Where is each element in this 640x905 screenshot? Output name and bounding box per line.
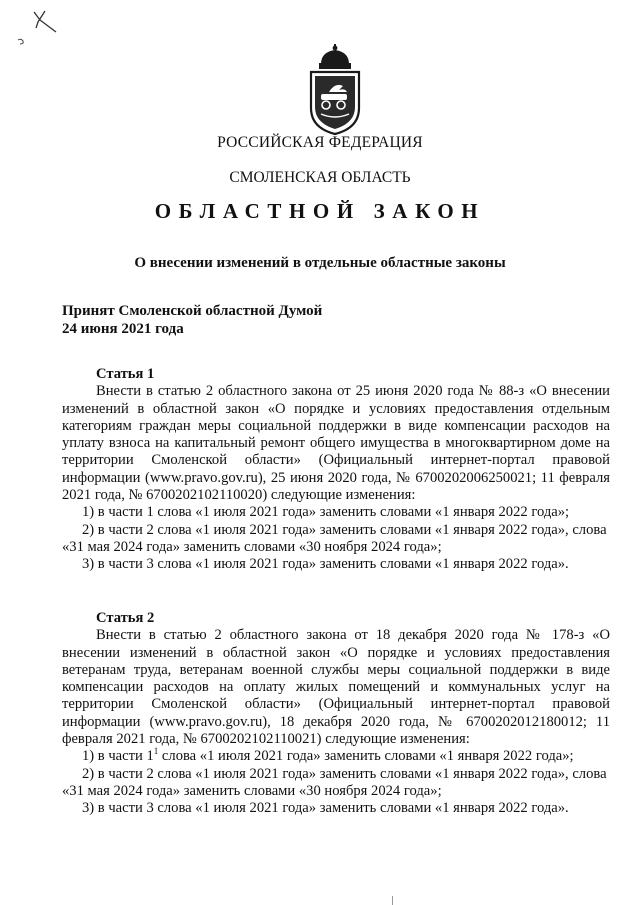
amendment-item: 3) в части 3 слова «1 июля 2021 года» заменить словами «1 января 2022 года».: [82, 800, 569, 817]
part-superscript: 1: [153, 746, 159, 757]
amendment-item: 3) в части 3 слова «1 июля 2021 года» заменить словами «1 января 2022 года».: [82, 556, 569, 573]
item-prefix: 1) в части 1: [82, 748, 154, 765]
article-title: Статья 1: [96, 366, 155, 382]
adoption-body: Принят Смоленской областной Думой: [62, 303, 323, 319]
adoption-date: 24 июня 2021 года: [62, 321, 184, 337]
document-type-heading: ОБЛАСТНОЙ ЗАКОН: [154, 199, 486, 223]
article-title: Статья 2: [96, 610, 155, 626]
country-heading: РОССИЙСКАЯ ФЕДЕРАЦИЯ: [217, 134, 423, 151]
amendment-item: 2) в части 2 слова «1 июля 2021 года» заменить словами «1 января 2022 года», слова «31 мая 2024 года» заменить словами «30 ноября 2024 года»;: [62, 765, 607, 799]
article-intro: Внести в статью 2 областного закона от 18 декабря 2020 года № 178-з «О внесении изменений в областной закон «О порядке и условиях предоставления ветеранам труда, ветеранам военной службы меры социальной поддержки в виде компенсации расходов на оплату жилых помещений и коммунальных услуг на территории Смоленской области» (Официальный интернет-портал правовой информации (www.pravo.gov.ru), 18 декабря 2020 года, № 6700202012180012; 11 февраля 2021 года, № 6700202102110021) следующие изменения:: [62, 627, 610, 748]
article-intro: Внести в статью 2 областного закона от 25 июня 2020 года № 88-з «О внесении изменений в областной закон «О порядке и условиях предоставления отдельным категориям граждан меры социальной поддержки в виде компенсации расходов на уплату взноса на капитальный ремонт общего имущества в многоквартирном доме на территории Смоленской области» (Официальный интернет-портал правовой информации (www.pravo.gov.ru), 25 июня 2020 года, № 6700202006250021; 11 февраля 2021 года, № 6700202102110020) следующие изменения:: [62, 383, 610, 504]
adoption-block: [62, 302, 322, 338]
handwritten-mark: [14, 6, 64, 52]
amendment-item: 1) в части 1 слова «1 июля 2021 года» заменить словами «1 января 2022 года»;: [82, 504, 570, 521]
region-heading: СМОЛЕНСКАЯ ОБЛАСТЬ: [229, 169, 411, 186]
amendment-item: [62, 748, 610, 765]
page-edge-mark: [392, 896, 393, 905]
coat-of-arms-emblem: [301, 44, 369, 136]
amendment-item: 2) в части 2 слова «1 июля 2021 года» заменить словами «1 января 2022 года», слова «31 мая 2024 года» заменить словами «30 ноября 2024 года»;: [62, 521, 607, 555]
law-subject-title: О внесении изменений в отдельные областные законы: [134, 255, 506, 271]
article-2: [62, 610, 610, 818]
item-text: слова «1 июля 2021 года» заменить словами «1 января 2022 года»;: [158, 748, 574, 765]
article-1: [62, 366, 610, 574]
